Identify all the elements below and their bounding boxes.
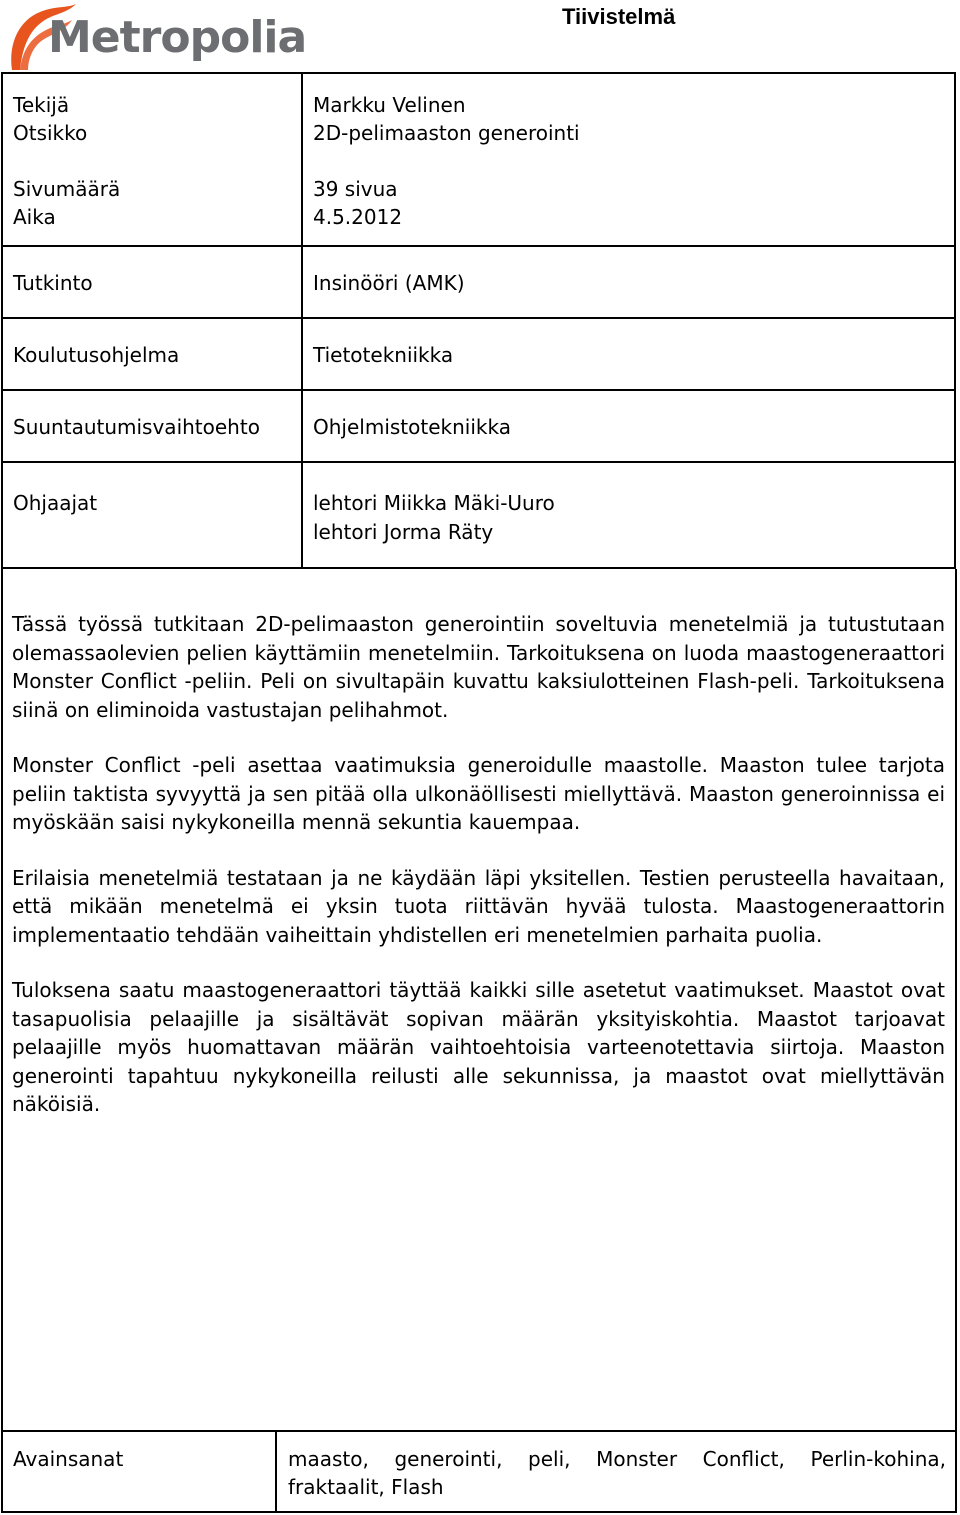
supervisor-1: lehtori Miikka Mäki-Uuro (313, 491, 555, 515)
author-label: Tekijä (13, 93, 70, 117)
abstract-paragraph: Tuloksena saatu maastogeneraattori täyttää kaikki sille asetetut vaatimukset. Maastot ovat tasapuolisia pelaajille ja sisältävät sopivan määrän yksityiskohtia. Maastot tarjoavat pelaajille myös huomattavan määrän vaihtoehtoisia varteenotettavia siirtoja. Maaston generointi tapahtuu nykykoneilla reilusti alle sekunnissa, ja maastot ovat miellyttävän näköisiä. (12, 978, 945, 1116)
date-value: 4.5.2012 (313, 205, 403, 229)
title-value: 2D-pelimaaston generointi (313, 121, 580, 145)
row-divider (3, 461, 954, 463)
logo-wordmark: Metropolia (48, 12, 307, 63)
date-label: Aika (13, 205, 56, 229)
document-type-heading: Tiivistelmä (562, 4, 676, 29)
row-divider (3, 317, 954, 319)
pages-label: Sivumäärä (13, 177, 121, 201)
programme-value: Tietotekniikka (313, 343, 454, 367)
author-value: Markku Velinen (313, 93, 466, 117)
pages-value: 39 sivua (313, 177, 398, 201)
programme-label: Koulutusohjelma (13, 343, 180, 367)
title-label: Otsikko (13, 121, 88, 145)
abstract-frame-right (955, 569, 957, 1430)
supervisor-2: lehtori Jorma Räty (313, 520, 494, 544)
column-divider (301, 74, 303, 567)
keywords-value: maasto, generointi, peli, Monster Conflict, Perlin-kohina, fraktaalit, Flash (288, 1447, 946, 1499)
metropolia-logo (6, 2, 336, 72)
row-divider (3, 245, 954, 247)
degree-label: Tutkinto (13, 271, 93, 295)
specialisation-value: Ohjelmistotekniikka (313, 415, 511, 439)
metadata-table (1, 72, 956, 569)
abstract-frame-left (1, 569, 3, 1430)
degree-value: Insinööri (AMK) (313, 271, 465, 295)
abstract-body (12, 610, 945, 1146)
row-divider (3, 389, 954, 391)
keywords-table (1, 1430, 957, 1513)
keywords-divider (275, 1432, 277, 1511)
specialisation-label: Suuntautumisvaihtoehto (13, 415, 260, 439)
keywords-label: Avainsanat (13, 1447, 124, 1471)
supervisors-label: Ohjaajat (13, 491, 98, 515)
abstract-paragraph: Monster Conflict -peli asettaa vaatimuksia generoidulle maastolle. Maaston tulee tarjota peliin taktista syvyyttä ja sen pitää olla ulkonäöllisesti miellyttävä. Maaston generoinnissa ei myöskään saisi nykykoneilla mennä sekuntia kauempaa. (12, 753, 945, 834)
abstract-paragraph: Erilaisia menetelmiä testataan ja ne käydään läpi yksitellen. Testien perusteella havaitaan, että mikään menetelmä ei yksin tuota riittävän hyvää tulosta. Maastogeneraattorin implementaatio tehdään vaiheittain yhdistellen eri menetelmien parhaita puolia. (12, 865, 945, 947)
abstract-paragraph: Tässä työssä tutkitaan 2D-pelimaaston generointiin soveltuvia menetelmiä ja tutustutaan olemassaolevien pelien käyttämiin menetelmiin. Tarkoituksena on luoda maastogeneraattori Monster Conflict -peliin. Peli on sivultapäin kuvattu kaksiulotteinen Flash-peli. Tarkoituksena siinä on eliminoida vastustajan pelihahmot. (12, 612, 945, 722)
